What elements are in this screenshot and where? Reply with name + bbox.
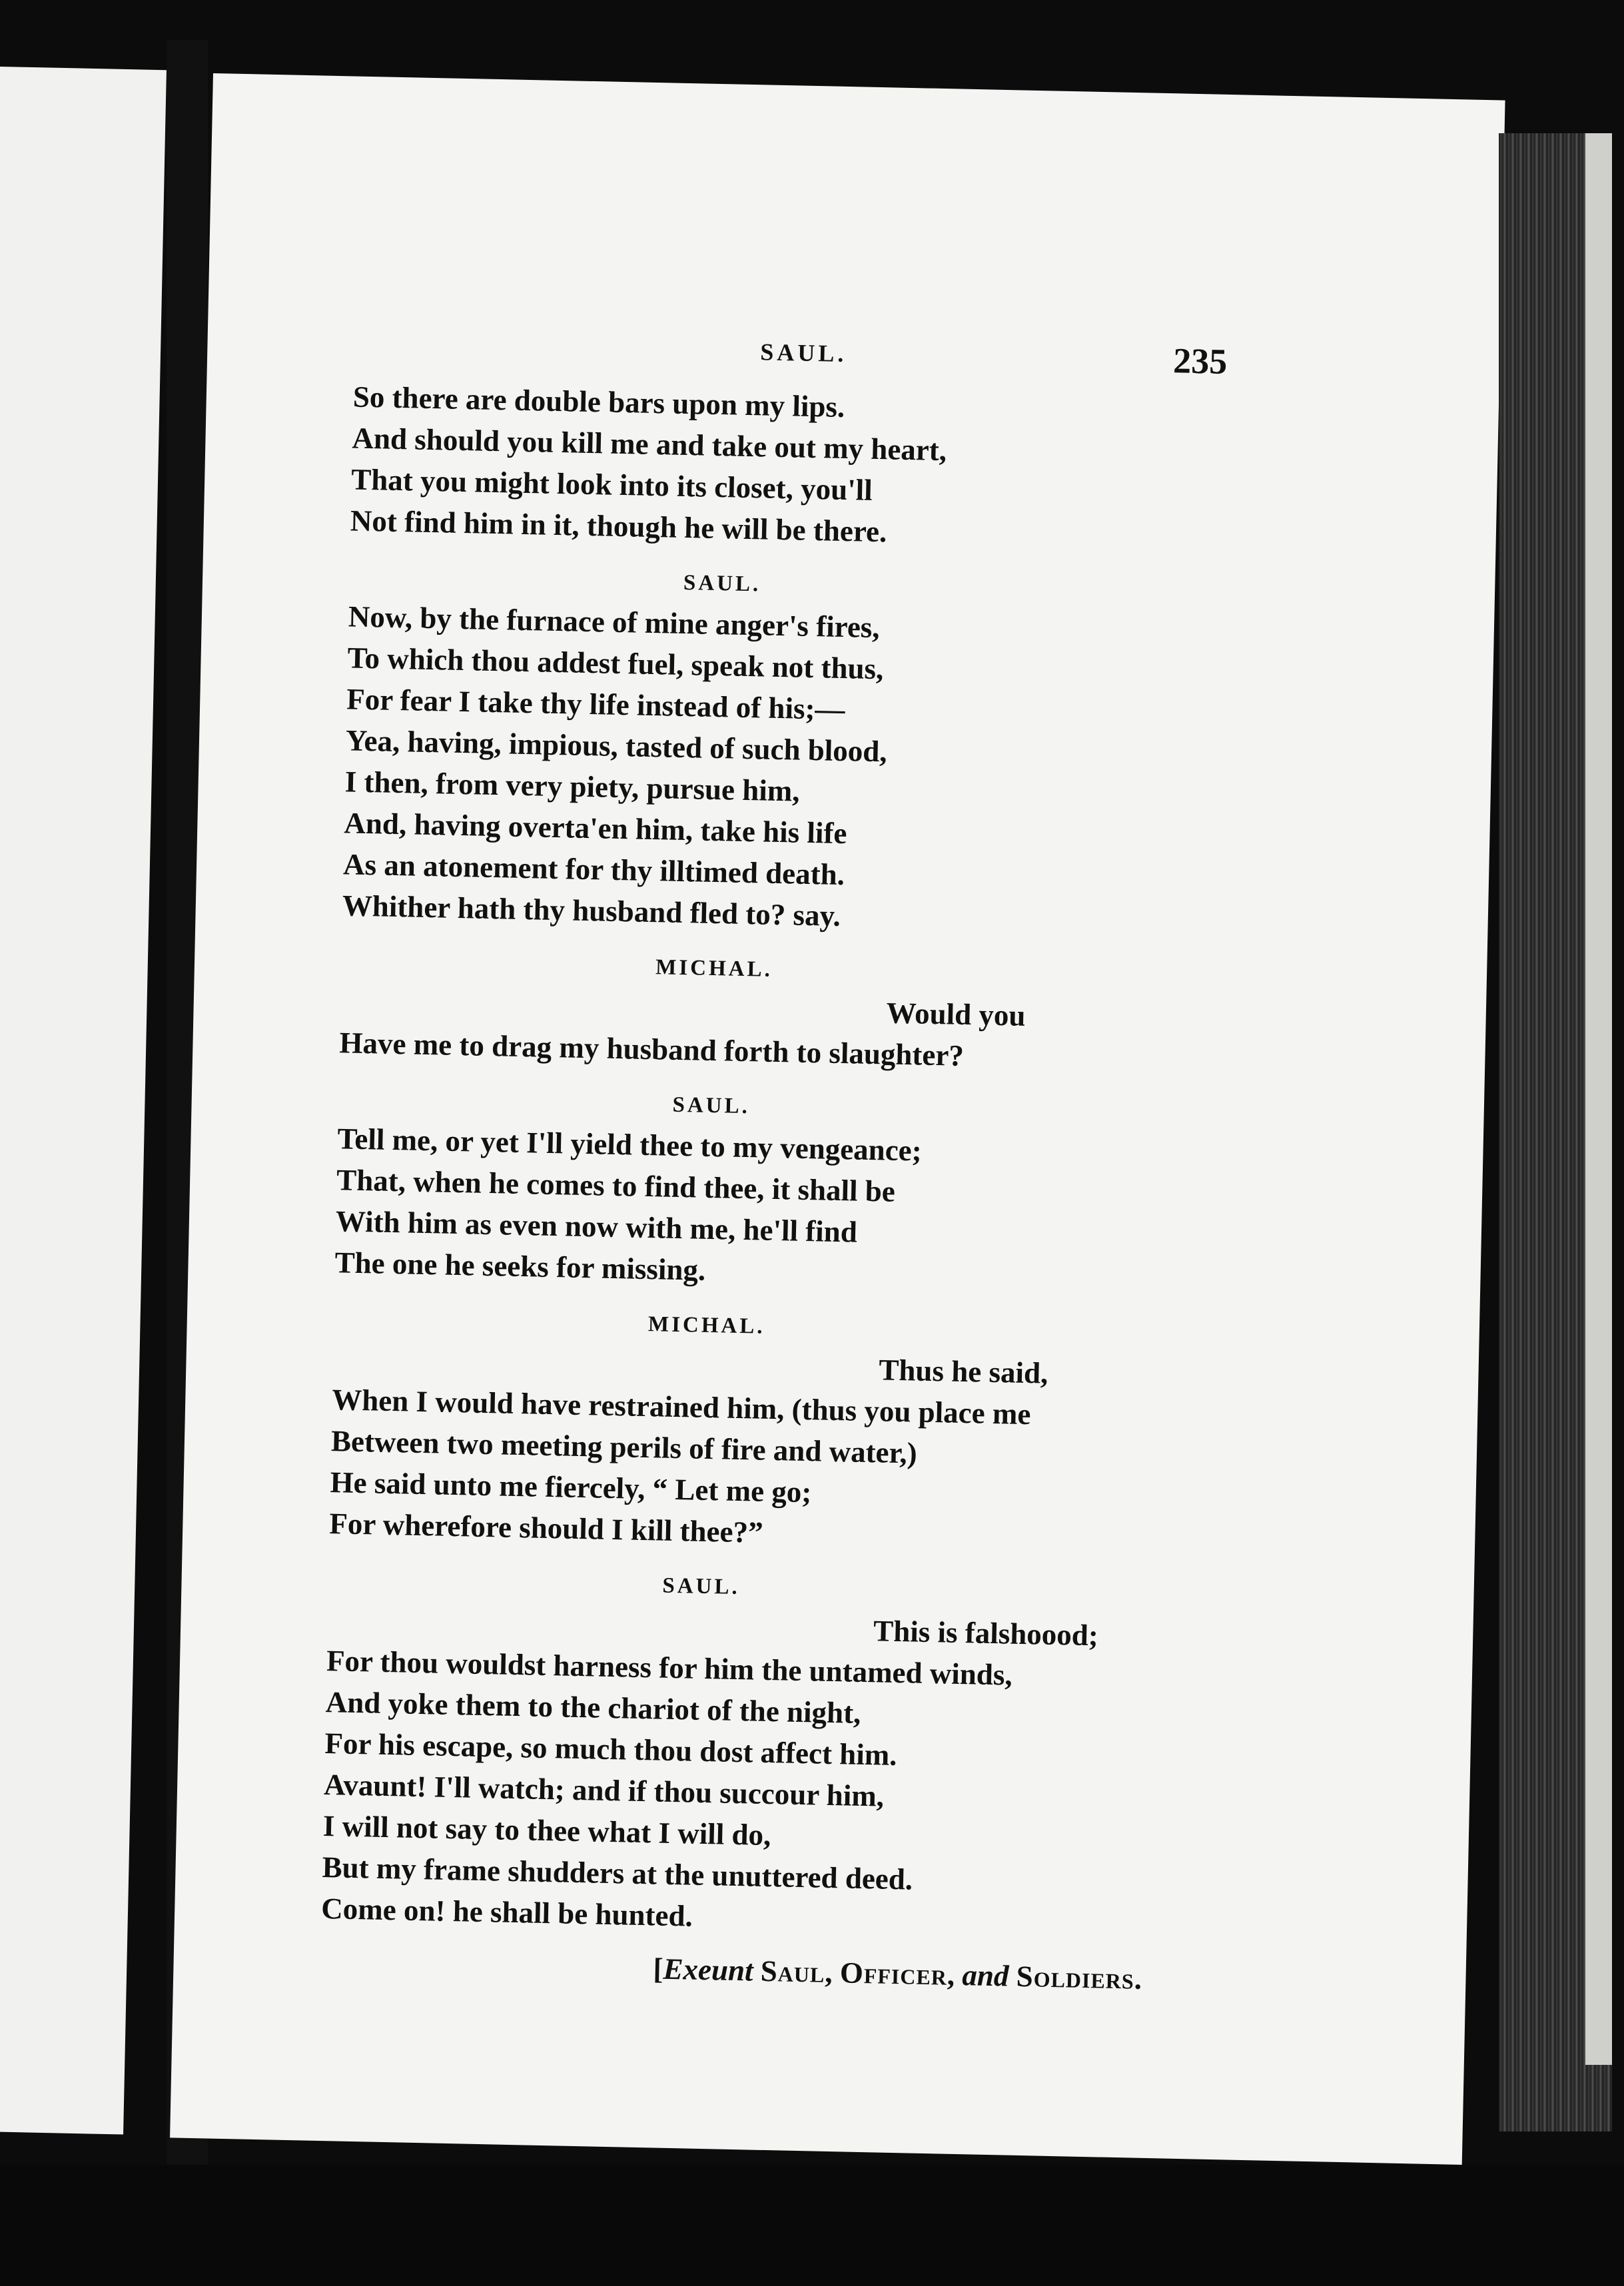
running-head: SAUL. <box>760 338 847 368</box>
page-number: 235 <box>1172 340 1228 382</box>
verse-line: Avaunt! I'll watch; and if thou succour him, <box>323 1768 885 1813</box>
stage-exeunt: Exeunt <box>663 1952 754 1988</box>
speaker-heading: MICHAL. <box>655 955 773 982</box>
verse-line: To which thou addest fuel, speak not thus, <box>347 641 884 686</box>
speaker-heading: SAUL. <box>662 1573 741 1600</box>
verse-line-continuation: Would you <box>886 996 1026 1032</box>
verse-line: Tell me, or yet I'll yield thee to my vengeance; <box>337 1122 923 1168</box>
stage-sep: , <box>947 1958 955 1992</box>
verse-line: That you might look into its closet, you'll <box>350 462 873 507</box>
verse-line-continuation: Thus he said, <box>878 1353 1048 1390</box>
verse-line: For fear I take thy life instead of his;— <box>346 682 846 727</box>
stage-sep: , <box>824 1955 833 1990</box>
verse-line: That, when he comes to find thee, it shall be <box>336 1163 896 1208</box>
verse-line: The one he seeks for missing. <box>334 1246 706 1287</box>
verse-line: Yea, having, impious, tasted of such blood, <box>345 723 888 769</box>
verse-line: With him as even now with me, he'll find <box>335 1204 858 1249</box>
verse-line: For wherefore should I kill thee?” <box>328 1507 764 1549</box>
stage-and: and <box>961 1958 1010 1993</box>
page-block-edge-light <box>1585 133 1612 2065</box>
stage-direction <box>320 1938 1186 2003</box>
scan-bottom-shadow <box>0 2165 1624 2286</box>
stage-officer: Officer <box>839 1956 948 1992</box>
verse-line: Not find him in it, though he will be there. <box>350 504 887 549</box>
speaker-heading: MICHAL. <box>647 1312 765 1339</box>
verse-line: And, having overta'en him, take his life <box>343 806 847 851</box>
verse-line: As an atonement for thy illtimed death. <box>342 847 845 892</box>
verse-line: But my frame shudders at the unuttered deed. <box>322 1850 913 1896</box>
verse-line: And should you kill me and take out my heart, <box>352 421 947 468</box>
stage-end: . <box>1134 1962 1142 1996</box>
verse-line: I will not say to thee what I will do, <box>322 1809 771 1852</box>
stage-saul: Saul <box>760 1954 825 1989</box>
speaker-heading: SAUL. <box>672 1092 751 1119</box>
verse-line: Have me to drag my husband forth to slaughter? <box>339 1026 965 1072</box>
verse-line: Come on! he shall be hunted. <box>320 1892 693 1933</box>
verse-line: For his escape, so much thou dost affect him. <box>324 1726 898 1772</box>
verse-line: I then, from very piety, pursue him, <box>344 765 801 808</box>
verse-line: Now, by the furnace of mine anger's fires, <box>348 599 881 645</box>
verse-line: Whither hath thy husband fled to? say. <box>342 889 841 933</box>
stage-bracket: [ <box>653 1952 664 1986</box>
verse-line-continuation: This is falshoood; <box>873 1614 1099 1653</box>
facing-page-left <box>0 67 167 2135</box>
verse-line: For thou wouldst harness for him the untamed winds, <box>326 1644 1013 1692</box>
verse-line: When I would have restrained him, (thus you place me <box>331 1383 1031 1431</box>
speaker-heading: SAUL. <box>683 570 761 597</box>
verse-line: He said unto me fiercely, “ Let me go; <box>330 1465 812 1509</box>
verse-line: So there are double bars upon my lips. <box>352 380 845 424</box>
book-page <box>170 73 1505 2165</box>
verse-line: And yoke them to the chariot of the night, <box>325 1685 861 1730</box>
verse-text <box>320 376 1219 2004</box>
stage-soldiers: Soldiers <box>1016 1959 1135 1996</box>
verse-line: Between two meeting perils of fire and water,) <box>330 1424 918 1470</box>
